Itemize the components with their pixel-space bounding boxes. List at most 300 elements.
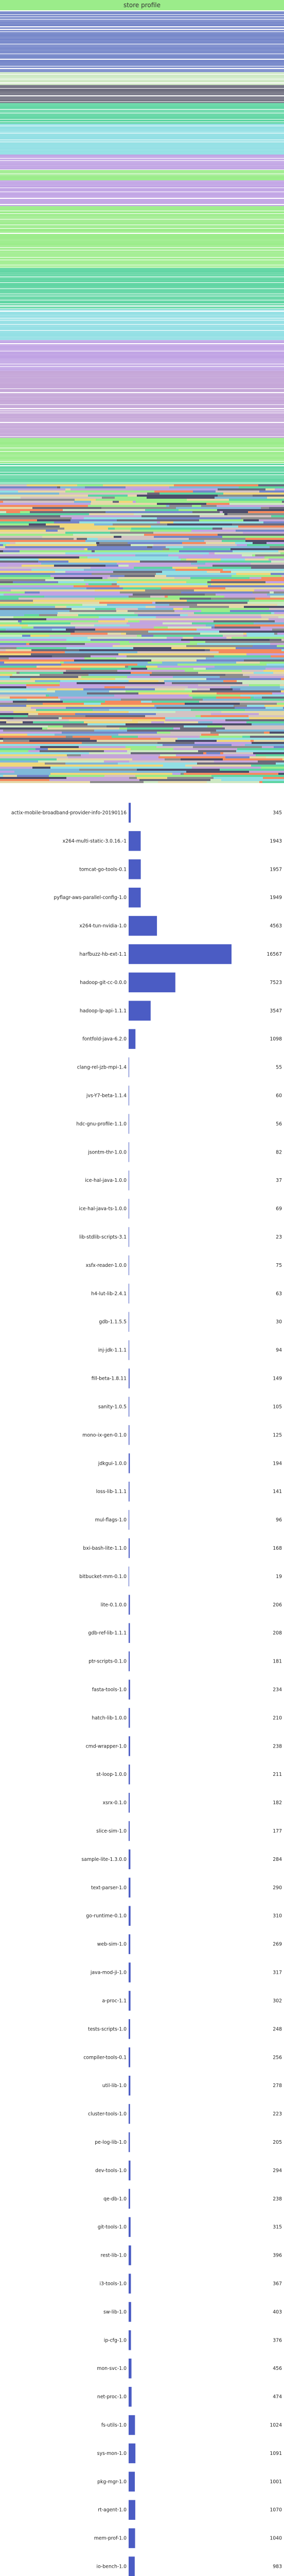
flame-frame[interactable] bbox=[179, 550, 233, 552]
flame-frame[interactable] bbox=[13, 581, 58, 583]
flame-frame[interactable] bbox=[281, 690, 284, 692]
flame-frame[interactable] bbox=[0, 52, 284, 54]
flame-frame[interactable] bbox=[221, 779, 284, 781]
flame-frame[interactable] bbox=[152, 546, 166, 548]
flame-frame[interactable] bbox=[91, 501, 113, 503]
flame-frame[interactable] bbox=[194, 589, 254, 591]
flame-frame[interactable] bbox=[269, 507, 284, 509]
flame-frame[interactable] bbox=[188, 614, 261, 616]
flame-frame[interactable] bbox=[0, 501, 3, 503]
flame-frame[interactable] bbox=[238, 526, 284, 528]
flame-frame[interactable] bbox=[80, 744, 163, 746]
flame-frame[interactable] bbox=[97, 544, 131, 546]
flame-frame[interactable] bbox=[203, 699, 240, 701]
flame-frame[interactable] bbox=[0, 771, 14, 773]
flame-frame[interactable] bbox=[0, 155, 284, 157]
flame-frame[interactable] bbox=[117, 563, 191, 565]
flame-frame[interactable] bbox=[0, 548, 84, 550]
flame-frame[interactable] bbox=[104, 775, 135, 777]
flame-frame[interactable] bbox=[145, 509, 179, 511]
flame-frame[interactable] bbox=[165, 682, 172, 684]
flame-frame[interactable] bbox=[261, 614, 284, 616]
flame-frame[interactable] bbox=[116, 610, 128, 612]
flame-frame[interactable] bbox=[150, 596, 165, 598]
flame-frame[interactable] bbox=[81, 754, 160, 756]
flame-frame[interactable] bbox=[0, 39, 284, 40]
flame-frame[interactable] bbox=[0, 111, 284, 113]
flame-frame[interactable] bbox=[48, 748, 131, 750]
flame-frame[interactable] bbox=[73, 534, 144, 536]
flame-frame[interactable] bbox=[172, 567, 198, 569]
bar[interactable] bbox=[129, 1878, 131, 1897]
flame-frame[interactable] bbox=[114, 694, 189, 697]
flame-frame[interactable] bbox=[243, 633, 246, 635]
flame-frame[interactable] bbox=[31, 707, 66, 709]
flame-frame[interactable] bbox=[174, 484, 196, 486]
flame-frame[interactable] bbox=[31, 569, 84, 571]
flame-frame[interactable] bbox=[243, 519, 259, 521]
flame-frame[interactable] bbox=[0, 591, 25, 594]
flame-frame[interactable] bbox=[74, 501, 91, 503]
bar[interactable] bbox=[129, 1425, 130, 1445]
flame-frame[interactable] bbox=[0, 331, 284, 333]
flame-frame[interactable] bbox=[88, 583, 112, 585]
flame-frame[interactable] bbox=[196, 715, 201, 717]
flame-frame[interactable] bbox=[233, 550, 278, 552]
flame-frame[interactable] bbox=[67, 754, 81, 756]
flame-frame[interactable] bbox=[0, 215, 284, 217]
flame-frame[interactable] bbox=[281, 587, 284, 589]
flame-frame[interactable] bbox=[253, 542, 267, 544]
flame-frame[interactable] bbox=[0, 668, 81, 670]
flame-frame[interactable] bbox=[236, 530, 284, 532]
flame-frame[interactable] bbox=[223, 493, 284, 495]
flame-frame[interactable] bbox=[0, 450, 284, 451]
flame-frame[interactable] bbox=[168, 626, 211, 629]
flame-frame[interactable] bbox=[197, 629, 272, 631]
flame-frame[interactable] bbox=[212, 528, 222, 530]
flame-frame[interactable] bbox=[27, 699, 60, 701]
flame-frame[interactable] bbox=[101, 507, 176, 509]
flame-frame[interactable] bbox=[62, 732, 120, 734]
flame-frame[interactable] bbox=[270, 546, 284, 548]
bar[interactable] bbox=[129, 1708, 130, 1727]
flame-frame[interactable] bbox=[0, 96, 284, 98]
flame-frame[interactable] bbox=[0, 302, 284, 303]
flame-frame[interactable] bbox=[0, 598, 19, 600]
flame-frame[interactable] bbox=[112, 736, 138, 738]
flame-frame[interactable] bbox=[113, 523, 167, 526]
flame-frame[interactable] bbox=[148, 662, 162, 664]
flame-frame[interactable] bbox=[0, 284, 284, 287]
flame-frame[interactable] bbox=[243, 635, 247, 637]
flame-frame[interactable] bbox=[250, 577, 261, 579]
flame-frame[interactable] bbox=[91, 639, 181, 641]
flame-frame[interactable] bbox=[0, 552, 65, 554]
flame-frame[interactable] bbox=[245, 538, 284, 540]
flame-frame[interactable] bbox=[85, 486, 126, 488]
flame-frame[interactable] bbox=[74, 594, 133, 596]
flame-frame[interactable] bbox=[109, 709, 191, 711]
flame-frame[interactable] bbox=[0, 777, 27, 779]
flame-frame[interactable] bbox=[233, 688, 240, 690]
flame-frame[interactable] bbox=[60, 486, 85, 488]
flame-frame[interactable] bbox=[79, 649, 170, 651]
flame-frame[interactable] bbox=[175, 740, 217, 742]
flame-frame[interactable] bbox=[40, 750, 104, 752]
flame-frame[interactable] bbox=[223, 758, 282, 760]
flame-frame[interactable] bbox=[220, 752, 223, 754]
flame-frame[interactable] bbox=[0, 647, 16, 649]
flame-frame[interactable] bbox=[87, 692, 138, 694]
flame-frame[interactable] bbox=[192, 690, 281, 692]
bar[interactable] bbox=[129, 1906, 131, 1926]
flame-frame[interactable] bbox=[46, 618, 125, 620]
flame-frame[interactable] bbox=[126, 746, 156, 748]
flame-frame[interactable] bbox=[210, 688, 233, 690]
bar[interactable] bbox=[129, 1736, 130, 1756]
flame-frame[interactable] bbox=[0, 349, 284, 351]
flame-frame[interactable] bbox=[220, 571, 231, 573]
flame-frame[interactable] bbox=[236, 573, 271, 575]
flame-frame[interactable] bbox=[0, 316, 284, 318]
flame-frame[interactable] bbox=[276, 762, 284, 765]
flame-frame[interactable] bbox=[0, 633, 70, 635]
flame-frame[interactable] bbox=[0, 406, 284, 408]
flame-frame[interactable] bbox=[74, 659, 151, 662]
flame-frame[interactable] bbox=[108, 633, 121, 635]
flame-frame[interactable] bbox=[261, 577, 284, 579]
flame-frame[interactable] bbox=[207, 571, 220, 573]
flame-frame[interactable] bbox=[19, 598, 95, 600]
flame-frame[interactable] bbox=[200, 773, 278, 775]
flame-frame[interactable] bbox=[155, 602, 247, 604]
flame-frame[interactable] bbox=[131, 748, 173, 750]
flame-frame[interactable] bbox=[83, 688, 155, 690]
flame-frame[interactable] bbox=[186, 771, 249, 773]
flame-frame[interactable] bbox=[273, 672, 284, 674]
flame-frame[interactable] bbox=[199, 519, 243, 521]
flame-frame[interactable] bbox=[95, 598, 180, 600]
flame-frame[interactable] bbox=[57, 486, 60, 488]
flame-frame[interactable] bbox=[251, 563, 284, 565]
flame-frame[interactable] bbox=[152, 641, 190, 643]
flame-frame[interactable] bbox=[253, 752, 284, 754]
flame-frame[interactable] bbox=[203, 752, 206, 754]
flame-frame[interactable] bbox=[181, 758, 223, 760]
flame-frame[interactable] bbox=[89, 513, 134, 515]
flame-frame[interactable] bbox=[94, 730, 127, 732]
flame-frame[interactable] bbox=[0, 600, 33, 602]
flame-frame[interactable] bbox=[0, 56, 284, 57]
flame-frame[interactable] bbox=[0, 174, 284, 176]
flame-frame[interactable] bbox=[275, 488, 284, 490]
flame-frame[interactable] bbox=[248, 511, 284, 513]
flame-frame[interactable] bbox=[272, 629, 284, 631]
flame-frame[interactable] bbox=[75, 713, 156, 715]
flame-frame[interactable] bbox=[129, 596, 150, 598]
flame-frame[interactable] bbox=[0, 423, 284, 425]
flame-frame[interactable] bbox=[229, 738, 284, 740]
flame-frame[interactable] bbox=[253, 591, 270, 594]
flame-frame[interactable] bbox=[280, 684, 284, 686]
flame-frame[interactable] bbox=[273, 521, 284, 523]
flame-frame[interactable] bbox=[25, 591, 40, 594]
flame-frame[interactable] bbox=[206, 678, 281, 680]
flame-frame[interactable] bbox=[38, 760, 104, 762]
flame-frame[interactable] bbox=[222, 528, 284, 530]
flame-frame[interactable] bbox=[6, 629, 52, 631]
flame-frame[interactable] bbox=[44, 662, 60, 664]
flame-frame[interactable] bbox=[244, 659, 284, 662]
flame-frame[interactable] bbox=[95, 765, 163, 767]
flame-frame[interactable] bbox=[222, 540, 245, 542]
flame-frame[interactable] bbox=[251, 567, 284, 569]
flame-frame[interactable] bbox=[117, 519, 199, 521]
flame-frame[interactable] bbox=[68, 561, 79, 563]
flame-frame[interactable] bbox=[198, 684, 249, 686]
flame-frame[interactable] bbox=[0, 309, 284, 311]
flame-frame[interactable] bbox=[220, 511, 223, 513]
flame-frame[interactable] bbox=[0, 643, 26, 645]
flame-frame[interactable] bbox=[87, 556, 179, 558]
flame-frame[interactable] bbox=[7, 719, 69, 721]
flame-frame[interactable] bbox=[225, 727, 284, 730]
flame-frame[interactable] bbox=[0, 182, 284, 184]
flame-frame[interactable] bbox=[0, 635, 22, 637]
bar[interactable] bbox=[129, 2217, 131, 2236]
bar[interactable] bbox=[129, 1793, 130, 1812]
flame-frame[interactable] bbox=[11, 589, 95, 591]
flame-frame[interactable] bbox=[131, 544, 153, 546]
flame-frame[interactable] bbox=[253, 495, 284, 497]
flame-frame[interactable] bbox=[240, 694, 284, 697]
flame-frame[interactable] bbox=[0, 569, 31, 571]
flame-frame[interactable] bbox=[86, 587, 123, 589]
flame-frame[interactable] bbox=[0, 505, 88, 507]
flame-frame[interactable] bbox=[0, 417, 284, 418]
flame-frame[interactable] bbox=[0, 102, 284, 103]
flame-frame[interactable] bbox=[0, 427, 284, 429]
flame-frame[interactable] bbox=[0, 705, 26, 707]
flame-frame[interactable] bbox=[271, 573, 284, 575]
flame-frame[interactable] bbox=[113, 501, 119, 503]
flame-frame[interactable] bbox=[84, 721, 138, 723]
flame-frame[interactable] bbox=[127, 750, 198, 752]
flame-frame[interactable] bbox=[186, 581, 207, 583]
flame-frame[interactable] bbox=[247, 602, 284, 604]
flame-frame[interactable] bbox=[191, 709, 245, 711]
flame-frame[interactable] bbox=[181, 544, 237, 546]
flame-frame[interactable] bbox=[0, 682, 60, 684]
flame-frame[interactable] bbox=[246, 633, 274, 635]
flame-frame[interactable] bbox=[130, 624, 206, 626]
flame-frame[interactable] bbox=[0, 100, 284, 101]
flame-frame[interactable] bbox=[194, 742, 252, 744]
flame-frame[interactable] bbox=[197, 643, 267, 645]
flame-frame[interactable] bbox=[10, 697, 58, 699]
flame-frame[interactable] bbox=[252, 742, 284, 744]
flame-frame[interactable] bbox=[277, 645, 284, 647]
flame-frame[interactable] bbox=[36, 748, 48, 750]
flame-frame[interactable] bbox=[191, 530, 236, 532]
flame-frame[interactable] bbox=[245, 744, 284, 746]
flame-frame[interactable] bbox=[22, 620, 98, 622]
flame-frame[interactable] bbox=[236, 750, 284, 752]
flame-frame[interactable] bbox=[148, 631, 219, 633]
flame-frame[interactable] bbox=[217, 692, 272, 694]
flame-frame[interactable] bbox=[0, 27, 284, 29]
bar[interactable] bbox=[129, 803, 131, 822]
flame-frame[interactable] bbox=[27, 484, 77, 486]
flame-frame[interactable] bbox=[251, 697, 254, 699]
flame-frame[interactable] bbox=[210, 732, 264, 734]
flame-frame[interactable] bbox=[156, 616, 226, 618]
bar[interactable] bbox=[129, 973, 175, 992]
flame-frame[interactable] bbox=[114, 536, 121, 538]
flame-frame[interactable] bbox=[0, 760, 38, 762]
flame-frame[interactable] bbox=[99, 773, 172, 775]
flame-frame[interactable] bbox=[8, 565, 22, 567]
flame-frame[interactable] bbox=[0, 542, 10, 544]
flame-frame[interactable] bbox=[87, 723, 126, 725]
flame-frame[interactable] bbox=[133, 552, 164, 554]
flame-frame[interactable] bbox=[0, 532, 65, 534]
flame-frame[interactable] bbox=[200, 501, 282, 503]
flame-frame[interactable] bbox=[217, 740, 251, 742]
flame-frame[interactable] bbox=[267, 594, 284, 596]
flame-frame[interactable] bbox=[281, 639, 284, 641]
flame-frame[interactable] bbox=[138, 614, 180, 616]
flame-frame[interactable] bbox=[60, 684, 115, 686]
flame-frame[interactable] bbox=[0, 645, 63, 647]
flame-frame[interactable] bbox=[211, 598, 255, 600]
flame-frame[interactable] bbox=[125, 697, 192, 699]
flame-frame[interactable] bbox=[0, 409, 284, 411]
flame-frame[interactable] bbox=[23, 721, 33, 723]
flame-frame[interactable] bbox=[46, 523, 94, 526]
flame-frame[interactable] bbox=[217, 505, 284, 507]
flame-frame[interactable] bbox=[72, 517, 84, 519]
flame-frame[interactable] bbox=[39, 614, 57, 616]
flame-frame[interactable] bbox=[37, 666, 40, 668]
flame-frame[interactable] bbox=[27, 734, 55, 736]
flame-frame[interactable] bbox=[139, 620, 214, 622]
flame-frame[interactable] bbox=[110, 575, 125, 577]
flame-frame[interactable] bbox=[116, 637, 167, 639]
flame-frame[interactable] bbox=[33, 602, 99, 604]
flame-frame[interactable] bbox=[0, 307, 284, 308]
flame-frame[interactable] bbox=[90, 738, 161, 740]
flame-frame[interactable] bbox=[117, 583, 207, 585]
flame-frame[interactable] bbox=[212, 618, 269, 620]
flame-frame[interactable] bbox=[44, 596, 129, 598]
flame-frame[interactable] bbox=[0, 260, 284, 263]
flame-frame[interactable] bbox=[154, 490, 193, 493]
flame-frame[interactable] bbox=[188, 686, 230, 688]
flame-frame[interactable] bbox=[0, 178, 284, 180]
flame-frame[interactable] bbox=[255, 598, 284, 600]
flame-frame[interactable] bbox=[0, 639, 66, 641]
flame-frame[interactable] bbox=[166, 546, 183, 548]
flame-frame[interactable] bbox=[0, 110, 284, 111]
flame-frame[interactable] bbox=[0, 657, 9, 659]
flame-frame[interactable] bbox=[190, 641, 205, 643]
flame-frame[interactable] bbox=[0, 758, 57, 760]
flame-frame[interactable] bbox=[116, 608, 138, 610]
flame-frame[interactable] bbox=[63, 509, 145, 511]
flame-frame[interactable] bbox=[0, 223, 284, 225]
flame-frame[interactable] bbox=[151, 721, 164, 723]
flame-frame[interactable] bbox=[4, 594, 74, 596]
flame-frame[interactable] bbox=[259, 781, 262, 783]
flame-frame[interactable] bbox=[0, 563, 41, 565]
flame-frame[interactable] bbox=[118, 577, 174, 579]
flame-frame[interactable] bbox=[251, 740, 254, 742]
flame-frame[interactable] bbox=[211, 583, 284, 585]
flame-frame[interactable] bbox=[10, 676, 78, 678]
flame-frame[interactable] bbox=[22, 626, 33, 629]
flame-frame[interactable] bbox=[0, 694, 46, 697]
flame-frame[interactable] bbox=[187, 600, 241, 602]
bar[interactable] bbox=[129, 2444, 135, 2463]
flame-frame[interactable] bbox=[160, 754, 176, 756]
flame-frame[interactable] bbox=[157, 503, 206, 505]
flame-frame[interactable] bbox=[15, 542, 96, 544]
flame-frame[interactable] bbox=[3, 740, 29, 742]
flame-frame[interactable] bbox=[253, 645, 277, 647]
flame-frame[interactable] bbox=[271, 509, 284, 511]
flame-frame[interactable] bbox=[164, 680, 223, 682]
flame-frame[interactable] bbox=[0, 304, 284, 306]
flame-frame[interactable] bbox=[63, 701, 105, 703]
flame-frame[interactable] bbox=[0, 279, 284, 281]
flame-frame[interactable] bbox=[45, 579, 84, 581]
flame-frame[interactable] bbox=[79, 561, 140, 563]
flame-frame[interactable] bbox=[264, 705, 284, 707]
bar[interactable] bbox=[129, 1850, 130, 1869]
flame-frame[interactable] bbox=[116, 657, 206, 659]
flame-frame[interactable] bbox=[0, 571, 55, 573]
flame-frame[interactable] bbox=[212, 565, 284, 567]
flame-frame[interactable] bbox=[3, 730, 94, 732]
flame-frame[interactable] bbox=[163, 765, 185, 767]
flame-frame[interactable] bbox=[119, 579, 211, 581]
flame-frame[interactable] bbox=[193, 668, 206, 670]
flame-frame[interactable] bbox=[0, 637, 87, 639]
flame-frame[interactable] bbox=[107, 604, 169, 606]
flame-frame[interactable] bbox=[265, 581, 284, 583]
flame-frame[interactable] bbox=[0, 499, 75, 501]
flame-frame[interactable] bbox=[0, 462, 284, 463]
flame-frame[interactable] bbox=[0, 577, 54, 579]
flame-frame[interactable] bbox=[0, 267, 284, 268]
flame-frame[interactable] bbox=[0, 364, 284, 366]
flame-frame[interactable] bbox=[0, 561, 38, 563]
flame-frame[interactable] bbox=[164, 552, 209, 554]
flame-frame[interactable] bbox=[157, 517, 241, 519]
flame-frame[interactable] bbox=[0, 459, 284, 461]
flame-frame[interactable] bbox=[216, 490, 259, 493]
flame-frame[interactable] bbox=[198, 721, 212, 723]
flame-frame[interactable] bbox=[0, 148, 284, 150]
flame-frame[interactable] bbox=[58, 697, 125, 699]
flame-frame[interactable] bbox=[12, 674, 40, 676]
flame-frame[interactable] bbox=[131, 752, 203, 754]
flame-frame[interactable] bbox=[223, 680, 237, 682]
flame-frame[interactable] bbox=[48, 725, 63, 727]
bar[interactable] bbox=[129, 1482, 130, 1501]
